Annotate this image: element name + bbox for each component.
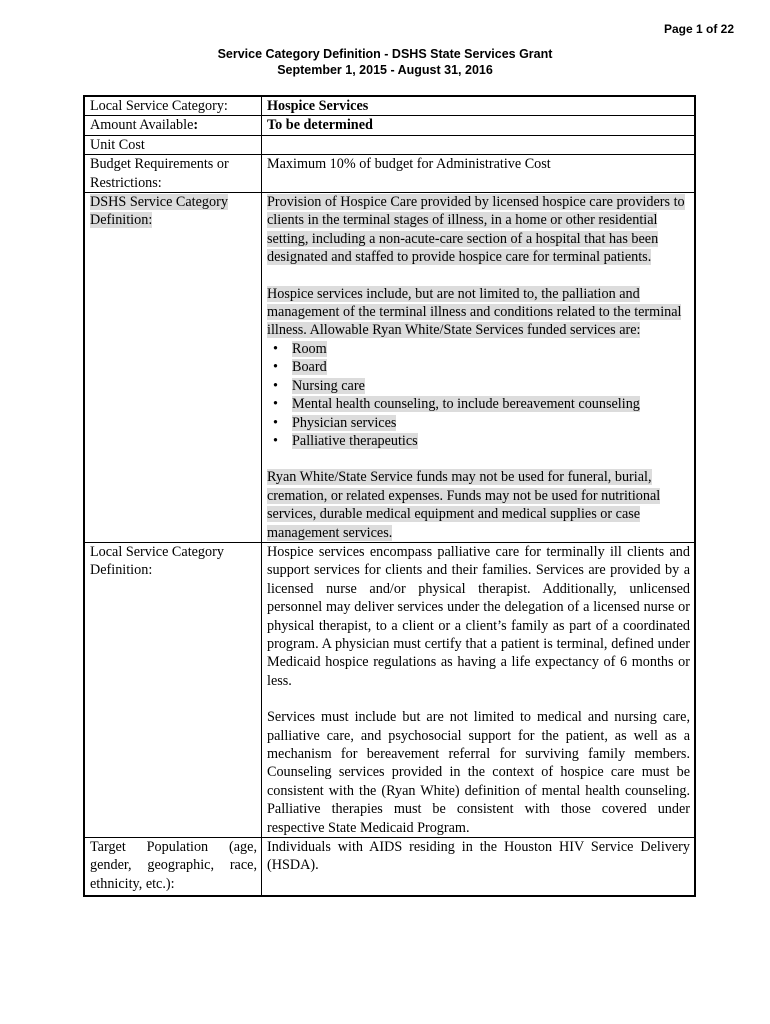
title-line-1: Service Category Definition - DSHS State Services Grant: [217, 47, 553, 61]
allowable-services-list: [267, 340, 690, 450]
list-item: • Physician services: [287, 414, 690, 432]
local-definition-para-2: Services must include but are not limited to medical and nursing care, palliative care, and psychosocial support for the patient, as well as a mechanism for bereavement referral for surviving family members. Counseling services provided in the context of hospice care must be consistent with the (Ryan White) definition of mental health counseling. Palliative therapies must be consistent with those covered under respective State Medicaid Program.: [267, 709, 690, 836]
local-category-value: Hospice Services: [262, 96, 696, 116]
unit-cost-value: [262, 135, 696, 154]
table-row: [84, 542, 695, 837]
document-title: [0, 46, 770, 78]
dshs-definition-para-1: Provision of Hospice Care provided by licensed hospice care providers to clients in the terminal stages of illness, in a home or other residential setting, including a non-acute-care section of a hospital that has been designated and staffed to provide hospice care for terminal patients.: [267, 194, 685, 266]
table-row: [84, 135, 695, 154]
table-row: [84, 96, 695, 116]
dshs-definition-label: DSHS Service Category Definition:: [90, 194, 228, 229]
local-definition-value: [262, 542, 696, 837]
list-item: • Board: [287, 358, 690, 376]
target-population-value: Individuals with AIDS residing in the Houston HIV Service Delivery (HSDA).: [262, 838, 696, 897]
page-number: Page 1 of 22: [663, 22, 734, 36]
local-definition-para-1: Hospice services encompass palliative care for terminally ill clients and support services for clients and their families. Services are provided by a licensed nurse and/or physical therapist. Additionally, unlicensed personnel may deliver services under the delegation of a licensed nurse or physical therapist, to a client or a client’s family as part of a coordinated program. A physician must certify that a patient is terminal, defined under Medicaid hospice regulations as having a life expectancy of 6 months or less.: [267, 543, 690, 689]
amount-value: To be determined: [262, 116, 696, 135]
unit-cost-label: Unit Cost: [84, 135, 262, 154]
dshs-definition-para-2: Hospice services include, but are not limited to, the palliation and management of the terminal illness and conditions related to the terminal illness. Allowable Ryan White/State Services funded services are:: [267, 285, 682, 339]
list-item: • Nursing care: [287, 377, 690, 395]
amount-label-text: Amount Available: [90, 117, 194, 134]
amount-label-colon: :: [193, 117, 199, 134]
table-row: [84, 155, 695, 193]
list-item: • Mental health counseling, to include bereavement counseling: [287, 395, 690, 413]
budget-value: Maximum 10% of budget for Administrative Cost: [262, 155, 696, 193]
table-row: [84, 838, 695, 897]
table-row: [84, 116, 695, 135]
target-population-label: Target Population (age, gender, geographic, race, ethnicity, etc.):: [84, 838, 262, 897]
local-category-label: Local Service Category:: [84, 96, 262, 116]
list-item: • Room: [287, 340, 690, 358]
local-definition-label: Local Service Category Definition:: [84, 542, 262, 837]
dshs-definition-para-3: Ryan White/State Service funds may not be used for funeral, burial, cremation, or related expenses. Funds may not be used for nutritional services, durable medical equipment and medical supplies or case management services.: [267, 469, 661, 541]
amount-label: [84, 116, 262, 135]
dshs-definition-value: [262, 193, 696, 543]
budget-label: Budget Requirements or Restrictions:: [84, 155, 262, 193]
title-line-2: September 1, 2015 - August 31, 2016: [277, 63, 493, 77]
dshs-definition-label-cell: [84, 193, 262, 543]
list-item: • Palliative therapeutics: [287, 432, 690, 450]
service-definition-table: [83, 95, 696, 897]
table-row: [84, 193, 695, 543]
